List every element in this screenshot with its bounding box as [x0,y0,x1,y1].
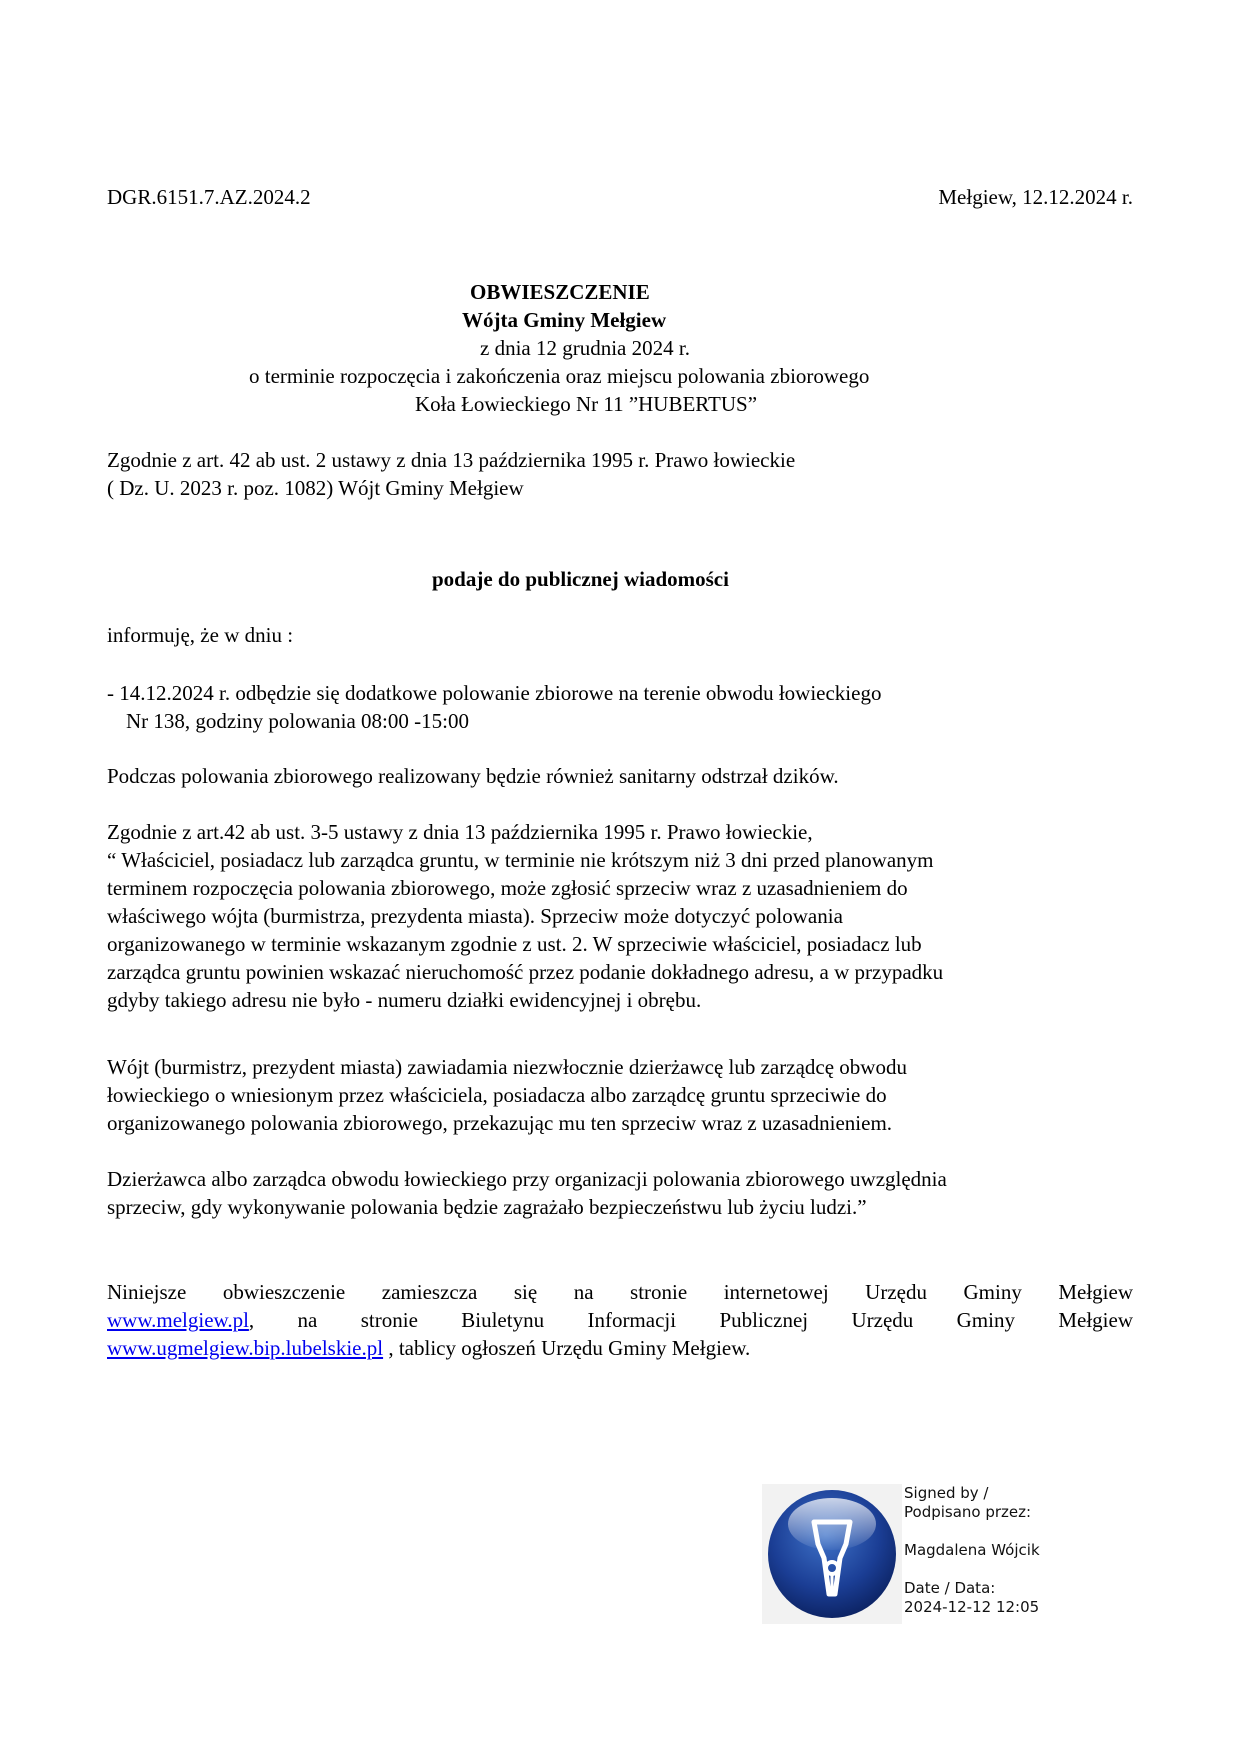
legal-basis-line: ( Dz. U. 2023 r. poz. 1082) Wójt Gminy Mełgiew [107,476,524,500]
publication-text: , tablicy ogłoszeń Urzędu Gminy Mełgiew. [383,1336,751,1360]
publication-line [107,1334,1133,1362]
legal-basis-line: Zgodnie z art. 42 ab ust. 2 ustawy z dnia 13 października 1995 r. Prawo łowieckie [107,448,796,472]
signed-by-label: Signed by / [904,1484,989,1502]
signer-name: Magdalena Wójcik [904,1541,1040,1559]
quote-line: sprzeciw, gdy wykonywanie polowania będzie zagrażało bezpieczeństwu lub życiu ludzi.” [107,1195,867,1219]
quote-line: terminem rozpoczęcia polowania zbiorowego, może zgłosić sprzeciw wraz z uzasadnieniem do [107,876,908,900]
quote-line: Zgodnie z art.42 ab ust. 3-5 ustawy z dnia 13 października 1995 r. Prawo łowieckie, [107,820,813,844]
hunt-item-line: - 14.12.2024 r. odbędzie się dodatkowe polowanie zbiorowe na terenie obwodu łowieckiego [107,681,882,705]
electronic-signature [762,1484,1062,1634]
publication-line [107,1306,1133,1334]
quote-paragraph-2 [107,1053,1133,1137]
hunt-item-line: Nr 138, godziny polowania 08:00 -15:00 [126,709,469,733]
publication-note [107,1278,1133,1362]
quote-paragraph-3 [107,1165,1133,1221]
publication-line: Niniejsze obwieszczenie zamieszcza się na stronie internetowej Urzędu Gminy Mełgiew [107,1280,1133,1304]
hunt-item [107,679,1133,735]
quote-line: łowieckiego o wniesionym przez właściciela, posiadacza albo zarządcę gruntu sprzeciwie do [107,1083,887,1107]
date-label: Date / Data: [904,1579,996,1597]
quote-line: właściwego wójta (burmistrza, prezydenta miasta). Sprzeciw może dotyczyć polowania [107,904,843,928]
notice-subject: o terminie rozpoczęcia i zakończenia oraz miejscu polowania zbiorowego [249,364,870,388]
quote-line: Dzierżawca albo zarządca obwodu łowieckiego przy organizacji polowania zbiorowego uwzględnia [107,1167,947,1191]
signature-details [904,1484,1040,1617]
legal-basis [107,446,1133,502]
quote-line: gdyby takiego adresu nie było - numeru działki ewidencyjnej i obrębu. [107,988,702,1012]
quote-line: Wójt (burmistrz, prezydent miasta) zawiadamia niezwłocznie dzierżawcę lub zarządcę obwodu [107,1055,907,1079]
document-header [107,183,1133,211]
signature-date: 2024-12-12 12:05 [904,1598,1040,1616]
place-and-date: Mełgiew, 12.12.2024 r. [938,185,1133,209]
signature-pen-icon [762,1484,902,1624]
signed-by-label: Podpisano przez: [904,1503,1032,1521]
notice-club: Koła Łowieckiego Nr 11 ”HUBERTUS” [415,392,758,416]
quote-line: zarządca gruntu powinien wskazać nieruchomość przez podanie dokładnego adresu, a w przypadku [107,960,944,984]
sanitary-note: Podczas polowania zbiorowego realizowany będzie również sanitarny odstrzał dzików. [107,764,839,788]
publication-text: , na stronie Biuletynu Informacji Publicznej Urzędu Gminy Mełgiew [248,1308,1133,1332]
melgiew-website-link[interactable]: www.melgiew.pl [107,1308,249,1332]
bip-website-link[interactable]: www.ugmelgiew.bip.lubelskie.pl [107,1336,384,1360]
announce-heading: podaje do publicznej wiadomości [432,567,729,591]
inform-line: informuję, że w dniu : [107,623,294,647]
quote-line: organizowanego w terminie wskazanym zgodnie z ust. 2. W sprzeciwie właściciel, posiadacz lub [107,932,922,956]
quote-line: organizowanego polowania zbiorowego, przekazując mu ten sprzeciw wraz z uzasadnieniem. [107,1111,893,1135]
quote-line: “ Właściciel, posiadacz lub zarządca gruntu, w terminie nie krótszym niż 3 dni przed planowanym [107,848,934,872]
notice-title: OBWIESZCZENIE [470,280,650,304]
notice-date: z dnia 12 grudnia 2024 r. [480,336,690,360]
reference-number: DGR.6151.7.AZ.2024.2 [107,185,311,209]
quote-paragraph-1 [107,818,1133,1014]
notice-issuer: Wójta Gminy Mełgiew [462,308,667,332]
